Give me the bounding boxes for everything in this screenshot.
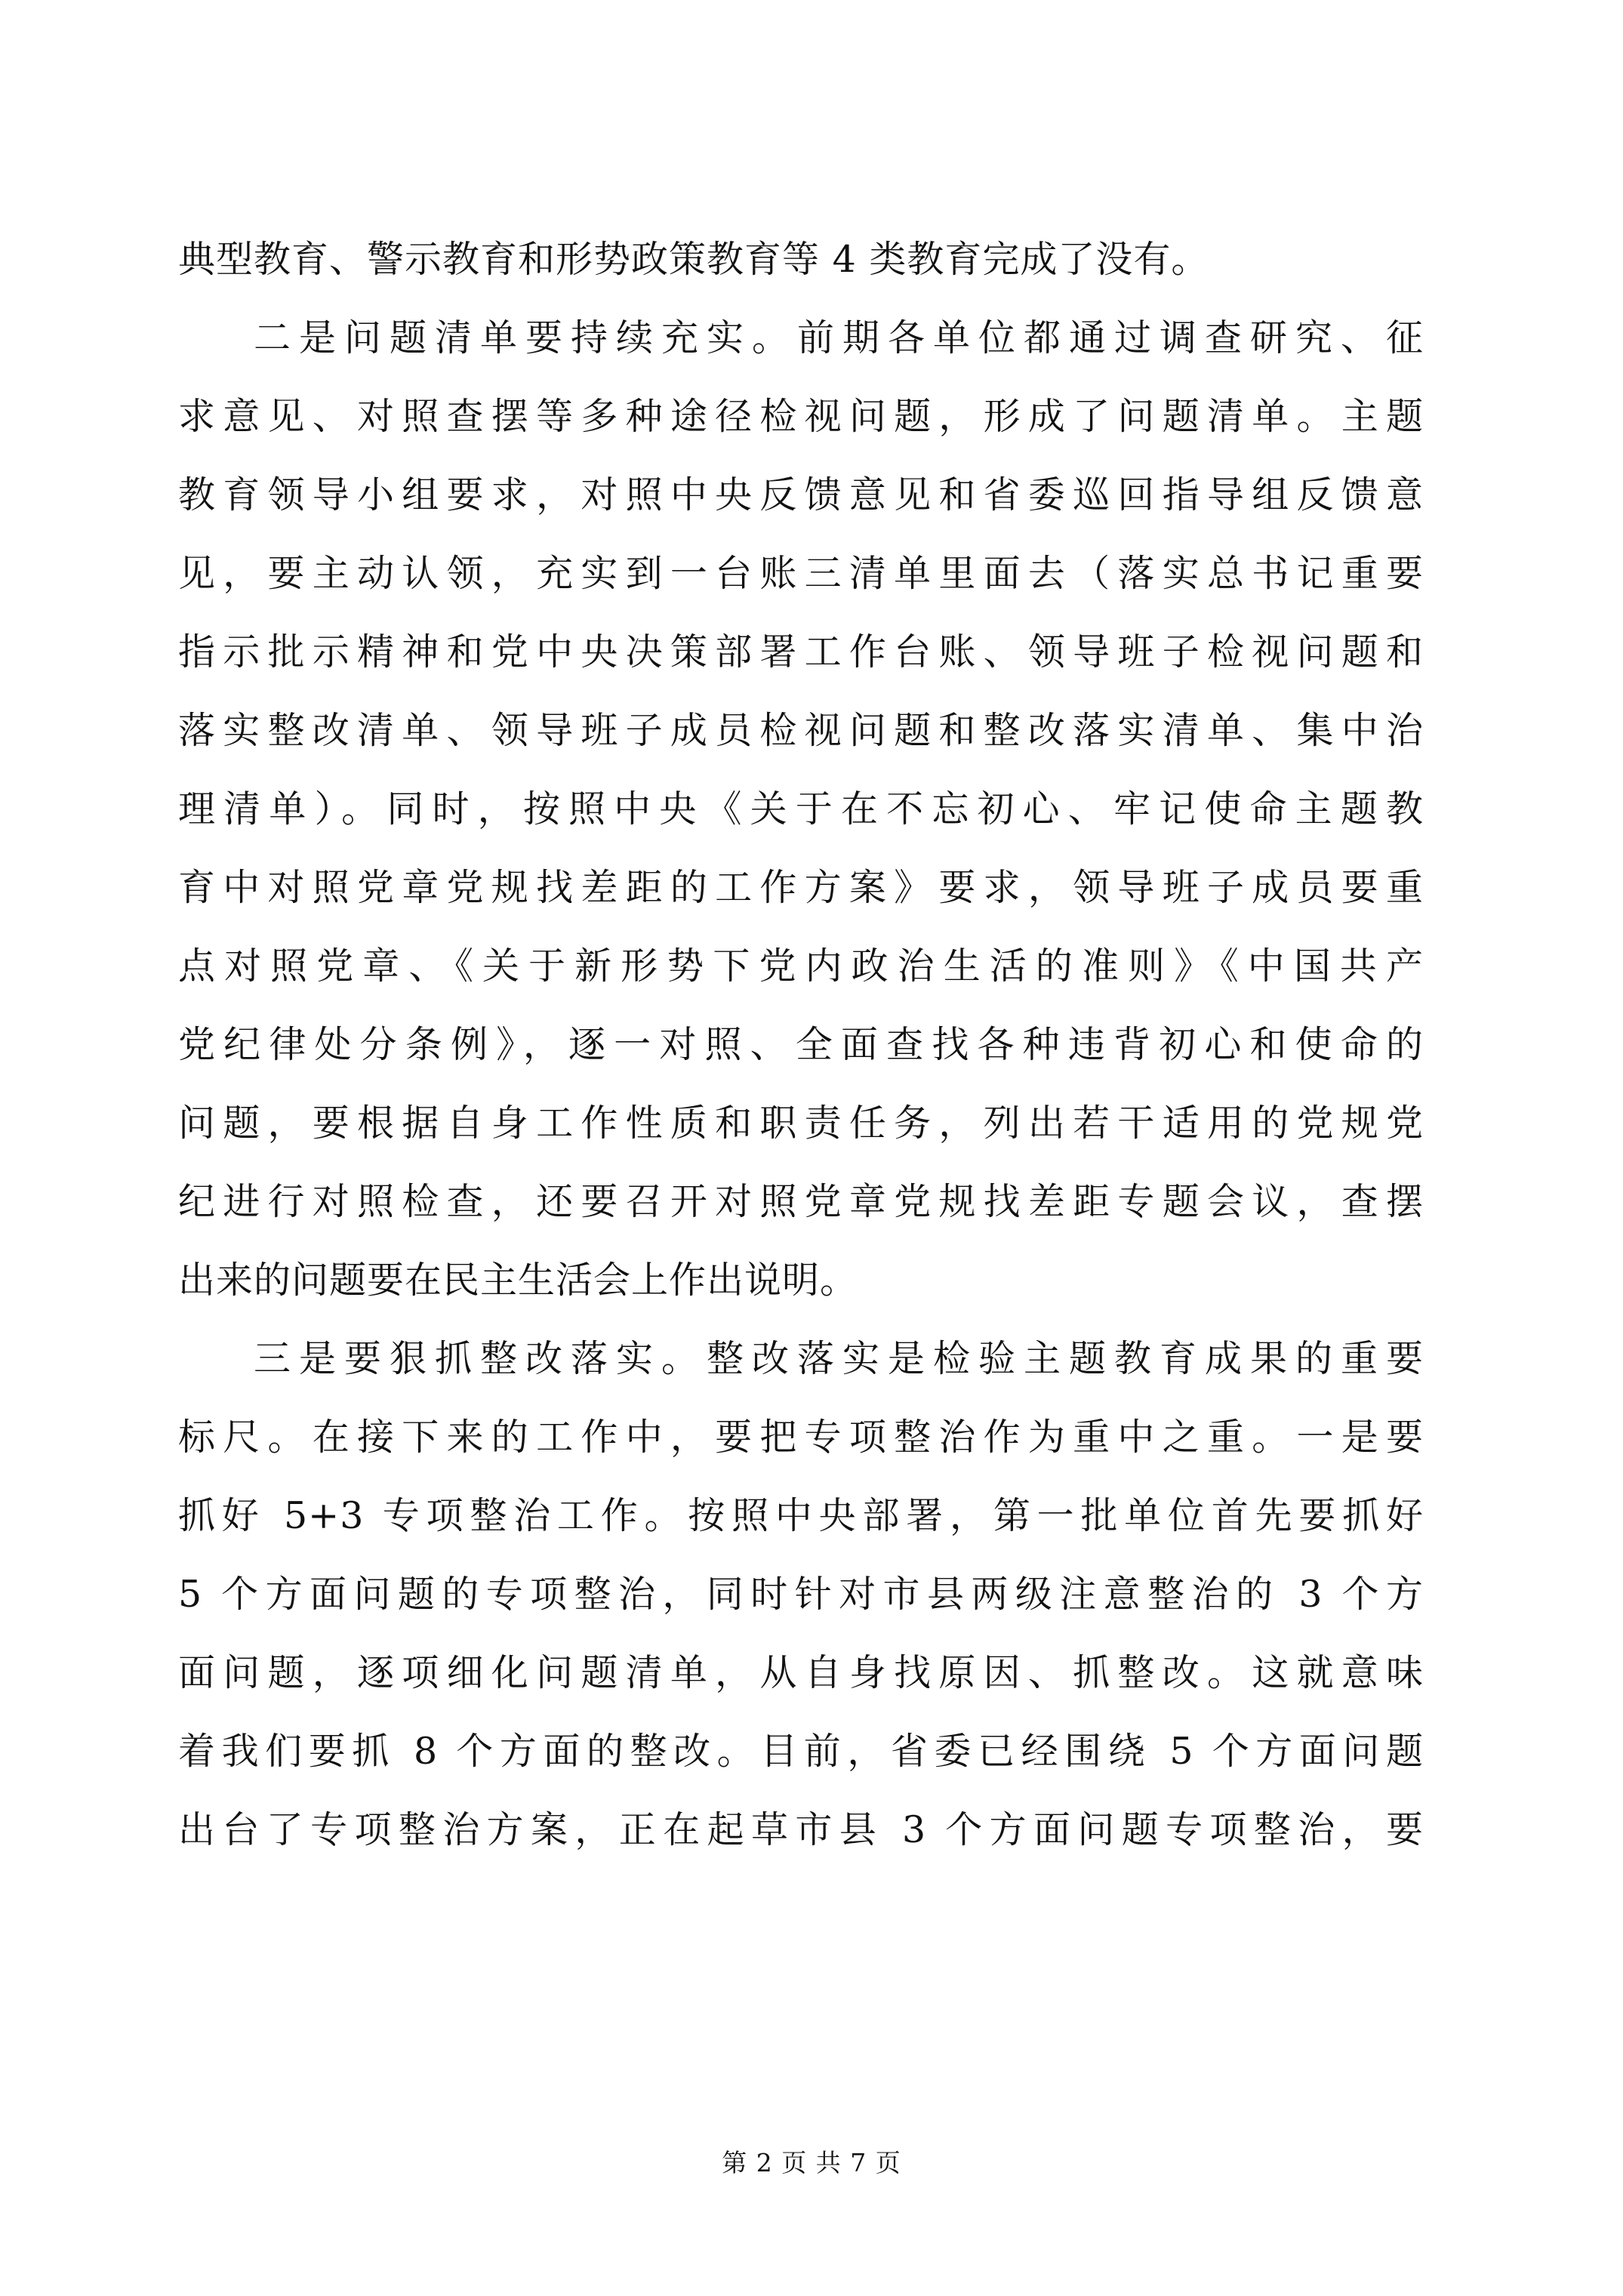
text-line: 抓好 5+3 专项整治工作。按照中央部署，第一批单位首先要抓好 [178,1494,1424,1537]
text-line: 纪进行对照检查，还要召开对照党章党规找差距专题会议，查摆 [178,1180,1424,1223]
text-line: 见，要主动认领，充实到一台账三清单里面去（落实总书记重要 [178,552,1424,595]
paragraph-end-line: 出来的问题要在民主生活会上作出说明。 [178,1259,858,1302]
paragraph-start-line: 二是问题清单要持续充实。前期各单位都通过调查研究、征 [254,316,1424,359]
paragraph-start-line: 三是要狠抓整改落实。整改落实是检验主题教育成果的重要 [254,1337,1424,1380]
text-line: 问题，要根据自身工作性质和职责任务，列出若干适用的党规党 [178,1102,1424,1145]
text-line: 面问题，逐项细化问题清单，从自身找原因、抓整改。这就意味 [178,1651,1424,1694]
page-number-footer: 第 2 页 共 7 页 [722,2148,901,2177]
text-line: 出台了专项整治方案，正在起草市县 3 个方面问题专项整治，要 [178,1808,1424,1851]
text-line: 典型教育、警示教育和形势政策教育等 4 类教育完成了没有。 [178,238,1209,281]
text-line: 求意见、对照查摆等多种途径检视问题，形成了问题清单。主题 [178,395,1424,438]
text-line: 标尺。在接下来的工作中，要把专项整治作为重中之重。一是要 [178,1416,1424,1459]
text-line: 落实整改清单、领导班子成员检视问题和整改落实清单、集中治 [178,709,1424,752]
text-line: 点对照党章、《关于新形势下党内政治生活的准则》《中国共产 [178,945,1424,988]
text-line: 育中对照党章党规找差距的工作方案》要求，领导班子成员要重 [178,866,1424,909]
text-line: 指示批示精神和党中央决策部署工作台账、领导班子检视问题和 [178,630,1424,673]
text-line: 着我们要抓 8 个方面的整改。目前，省委已经围绕 5 个方面问题 [178,1730,1424,1773]
text-line: 教育领导小组要求，对照中央反馈意见和省委巡回指导组反馈意 [178,473,1424,516]
text-line: 党纪律处分条例》，逐一对照、全面查找各种违背初心和使命的 [178,1023,1424,1066]
text-line: 理清单）。同时，按照中央《关于在不忘初心、牢记使命主题教 [178,787,1424,831]
body-text [178,220,1424,1869]
text-line: 5 个方面问题的专项整治，同时针对市县两级注意整治的 3 个方 [178,1573,1424,1616]
